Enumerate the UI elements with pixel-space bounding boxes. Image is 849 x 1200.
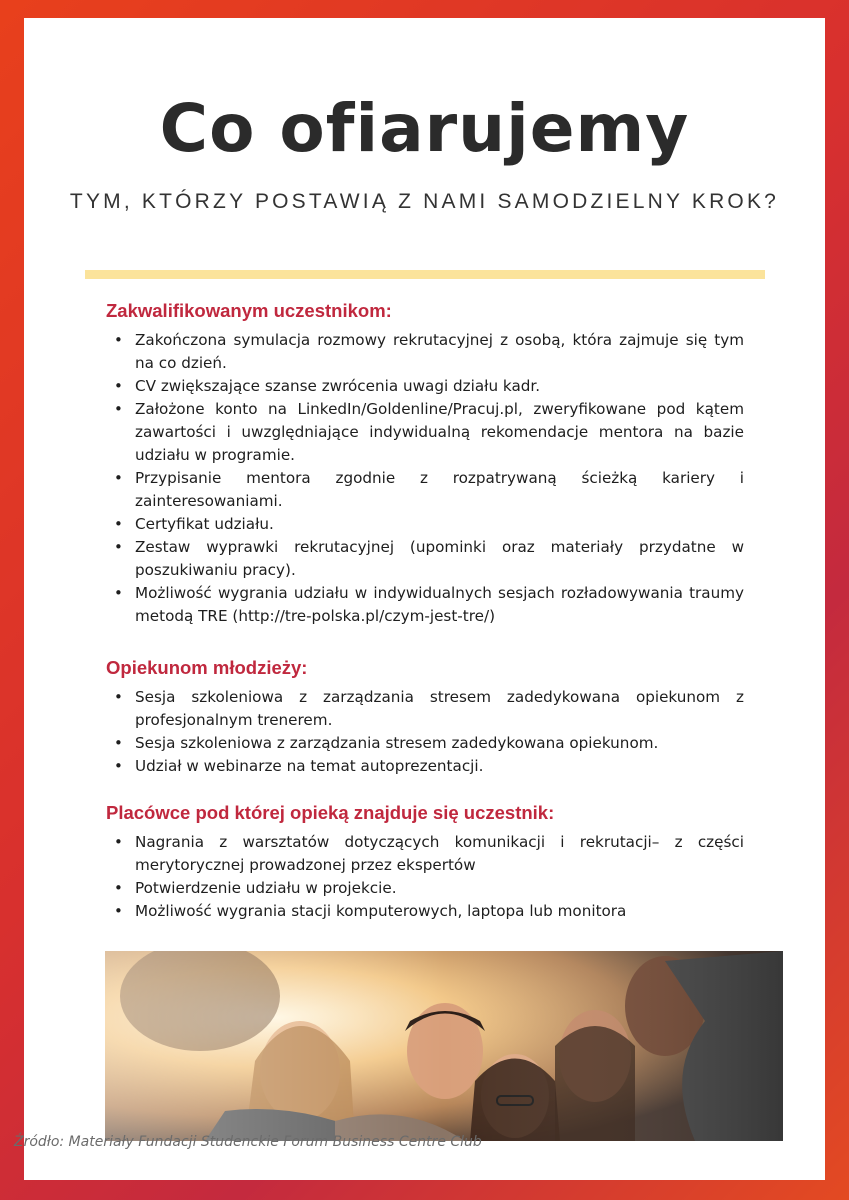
section-heading-guardians: Opiekunom młodzieży: <box>106 657 308 678</box>
list-item: • Sesja szkoleniowa z zarządzania stresem zadedykowana opiekunom. <box>108 732 744 755</box>
list-item: • Możliwość wygrania udziału w indywidualnych sesjach rozładowywania traumy metodą TRE (http://tre-polska.pl/czym-jest-tre/) <box>108 582 744 628</box>
list-item: • Przypisanie mentora zgodnie z rozpatrywaną ścieżką kariery i zainteresowaniami. <box>108 467 744 513</box>
list-item: • Zakończona symulacja rozmowy rekrutacyjnej z osobą, która zajmuje się tym na co dzień. <box>108 329 744 375</box>
document-page <box>24 18 825 1180</box>
list-item: • Możliwość wygrania stacji komputerowych, laptopa lub monitora <box>108 900 744 923</box>
group-photo <box>105 951 783 1141</box>
list-item: • Założone konto na LinkedIn/Goldenline/Pracuj.pl, zweryfikowane pod kątem zawartości i uwzględniające indywidualną rekomendacje mentora na bazie udziału w programie. <box>108 398 744 467</box>
list-item: • Potwierdzenie udziału w projekcie. <box>108 877 744 900</box>
section-heading-participants: Zakwalifikowanym uczestnikom: <box>106 300 392 321</box>
list-item: • CV zwiększające szanse zwrócenia uwagi działu kadr. <box>108 375 744 398</box>
list-item: • Certyfikat udziału. <box>108 513 744 536</box>
list-participants <box>108 329 744 628</box>
list-guardians <box>108 686 744 778</box>
list-item: • Sesja szkoleniowa z zarządzania stresem zadedykowana opiekunom z profesjonalnym trenerem. <box>108 686 744 732</box>
list-item: • Udział w webinarze na temat autoprezentacji. <box>108 755 744 778</box>
list-item: • Nagrania z warsztatów dotyczących komunikacji i rekrutacji– z części merytorycznej prowadzonej przez ekspertów <box>108 831 744 877</box>
source-caption: Źródło: Materiały Fundacji Studenckie Forum Business Centre Club <box>14 1134 482 1150</box>
list-institution <box>108 831 744 923</box>
section-heading-institution: Placówce pod której opieką znajduje się uczestnik: <box>106 802 555 823</box>
page-title: Co ofiarujemy <box>159 90 690 167</box>
divider-bar <box>85 270 765 279</box>
page-subtitle: TYM, KTÓRZY POSTAWIĄ Z NAMI SAMODZIELNY KROK? <box>69 190 780 213</box>
list-item: • Zestaw wyprawki rekrutacyjnej (upominki oraz materiały przydatne w poszukiwaniu pracy). <box>108 536 744 582</box>
